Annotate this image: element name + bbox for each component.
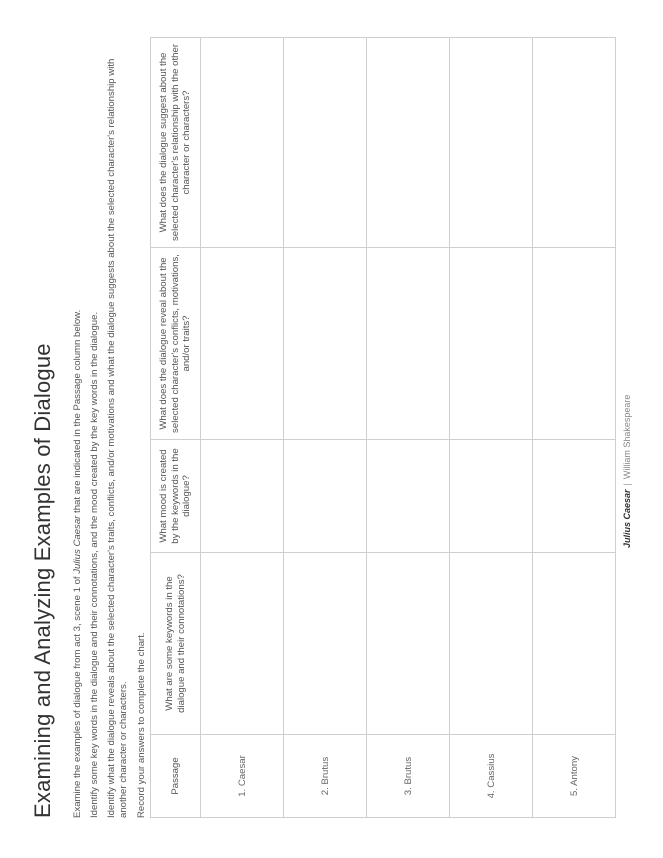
mood-answer-cell[interactable] [284, 440, 367, 553]
header-row [151, 38, 201, 818]
relationship-answer-cell[interactable] [284, 38, 367, 248]
footer-work-title: Julius Caesar [622, 489, 632, 548]
character-reveal-answer-cell[interactable] [533, 248, 616, 440]
instruction-4: Record your answers to complete the chart. [136, 632, 147, 818]
mood-answer-cell[interactable] [201, 440, 284, 553]
passage-cell: 5. Antony [533, 735, 616, 818]
header-passage: Passage [151, 735, 201, 818]
character-reveal-answer-cell[interactable] [284, 248, 367, 440]
instruction-2: Identify some key words in the dialogue and their connotations, and the mood created by the key words in the dialogue. [89, 311, 100, 818]
header-relationship: What does the dialogue suggest about the selected character's relationship with the other character or characters? [151, 38, 201, 248]
instruction-1-text: Examine the examples of dialogue from act 3, scene 1 of [72, 573, 83, 818]
instruction-1 [72, 38, 84, 818]
table-row [450, 38, 533, 818]
passage-cell: 2. Brutus [284, 735, 367, 818]
relationship-answer-cell[interactable] [201, 38, 284, 248]
character-reveal-answer-cell[interactable] [367, 248, 450, 440]
header-character-reveal: What does the dialogue reveal about the selected character's conflicts, motivations, and/or traits? [151, 248, 201, 440]
table-row [201, 38, 284, 818]
passage-cell: 3. Brutus [367, 735, 450, 818]
footer-author: William Shakespeare [622, 394, 632, 480]
page-title: Examining and Analyzing Examples of Dialogue [30, 343, 55, 818]
relationship-answer-cell[interactable] [367, 38, 450, 248]
instruction-3: Identify what the dialogue reveals about the selected character's traits, conflicts, and/or motivations and what the dialogue suggests about the selected character's relationship with another character or characters. [106, 58, 129, 818]
character-reveal-answer-cell[interactable] [450, 248, 533, 440]
keywords-answer-cell[interactable] [367, 553, 450, 735]
mood-answer-cell[interactable] [450, 440, 533, 553]
relationship-answer-cell[interactable] [533, 38, 616, 248]
instruction-1-text-end: that are indicated in the Passage column below. [72, 309, 83, 516]
keywords-answer-cell[interactable] [450, 553, 533, 735]
instruction-1-title: Julius Caesar [72, 515, 83, 574]
mood-answer-cell[interactable] [533, 440, 616, 553]
dialogue-analysis-chart [150, 37, 616, 818]
page-footer [622, 395, 632, 548]
character-reveal-answer-cell[interactable] [201, 248, 284, 440]
passage-cell: 4. Cassius [450, 735, 533, 818]
relationship-answer-cell[interactable] [450, 38, 533, 248]
mood-answer-cell[interactable] [367, 440, 450, 553]
keywords-answer-cell[interactable] [201, 553, 284, 735]
keywords-answer-cell[interactable] [284, 553, 367, 735]
keywords-answer-cell[interactable] [533, 553, 616, 735]
header-mood: What mood is created by the keywords in the dialogue? [151, 440, 201, 553]
table-row [367, 38, 450, 818]
header-keywords: What are some keywords in the dialogue and their connotations? [151, 553, 201, 735]
footer-separator: | [622, 483, 632, 486]
table-row [284, 38, 367, 818]
table-row [533, 38, 616, 818]
passage-cell: 1. Caesar [201, 735, 284, 818]
